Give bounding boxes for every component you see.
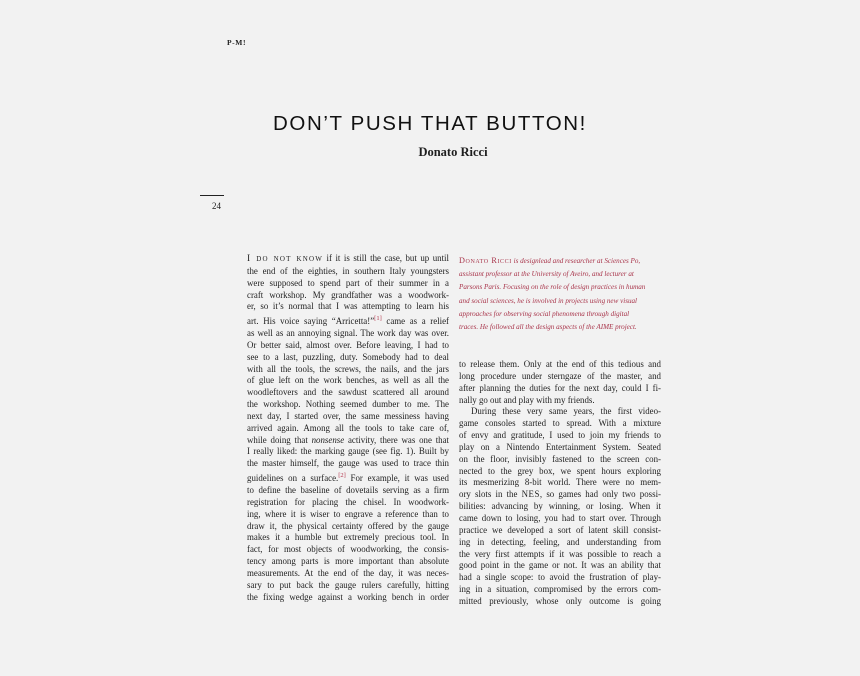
body-line: I really liked: the marking gauge (see fig. 1). Built by [247,446,449,457]
author-bio [459,254,669,334]
body-line: the end of the eighties, in southern Italy youngsters [247,265,449,276]
body-line: nected to the grey box, we spent hours exploring [459,465,661,476]
body-line: as well as an annoying signal. The work day was over. [247,328,449,339]
page-number: 24 [212,201,221,211]
body-line: arrived again. Among all the tools to take care of, [247,422,449,433]
body-line: woodleftovers and the sawdust scattered all around [247,387,449,398]
body-line: draw it, the physical certainty offered by the gauge [247,520,449,531]
body-line: long procedure under sterngaze of the master, and [459,370,661,381]
body-line: measurements. At the end of the day, it was neces- [247,567,449,578]
body-line: ing in detecting, feeling, and understanding from [459,536,661,547]
body-line: had a single scope: to avoid the frustration of play- [459,572,661,583]
page-number-rule [200,195,224,196]
bio-line: Donato Ricci is designlead and researcher at Sciences Po, [459,256,641,265]
body-line: registration for placing the chisel. In woodwork- [247,496,449,507]
body-line: on the floor, invisibly fastened to the screen con- [459,453,661,464]
body-line: art. His voice saying “Arricetta!”[1] came as a relief [247,315,450,327]
body-line: to release them. Only at the end of this tedious and [459,359,661,369]
body-line: tency among parts is more important than absolute [247,556,449,567]
body-line: of glue left on the work benches, as well as all the [247,375,449,386]
author-name: Donato Ricci [418,145,488,159]
running-head: P-M! [227,38,247,47]
lead-in: I do not know [247,254,324,264]
body-line: Or better said, almost over. Before leaving, I had to [247,339,449,350]
body-line: see to a last, puzzling, duty. Somebody had to deal [247,351,449,362]
body-line: guidelines on a surface.[2] For example, it was used [247,472,449,484]
body-line: the fixing wedge against a working bench in order [247,591,449,602]
bio-line: assistant professor at the University of Aveiro, and lecturer at [459,270,634,279]
body-line: after planning the duties for the next day, could I fi- [459,382,661,393]
bio-author-name: Donato Ricci [459,256,512,265]
body-line: good point in the game or not. It was an ability that [459,560,661,571]
body-line: During these very same years, the first video- [471,406,661,417]
body-line: the master himself, the gauge was used to trace thin [247,458,449,469]
body-column-left [247,253,449,603]
body-line: mitted previously, whose only outcome is going [459,595,661,606]
footnote-ref-2[interactable]: [2] [338,472,346,480]
bio-line: and social sciences, he is involved in projects using new visual [459,296,638,305]
bio-line: approaches for observing social phenomena through digital [459,309,630,318]
body-line: with all the tools, the screws, the nails, and the jars [247,363,449,374]
body-line: while doing that nonsense activity, there was one that [247,434,450,445]
body-line: makes it a humble but extremely precious tool. In [247,532,449,543]
body-line: were supposed to spend part of their summer in a [247,277,449,288]
body-line: play on a Nintendo Entertainment System. Seated [459,441,661,452]
body-line: nally go out and play with my friends. [459,394,595,405]
body-line: ing in a situation, compromised by the errors com- [459,584,661,595]
body-line: sary to put back the gauge rulers carefully, hitting [247,579,449,590]
body-line: er, so it’s normal that I was attempting to learn his [247,301,449,312]
acronym: NES [521,489,540,500]
article-title: DON’T PUSH THAT BUTTON! [273,112,587,135]
body-line: fact, for most objects of woodworking, the consis- [247,544,449,555]
body-line: game consoles started to spread. With a mixture [459,418,661,429]
body-line: I do not know if it is still the case, but up until [247,253,449,264]
bio-line: traces. He followed all the design aspects of the AIME project. [459,323,637,332]
body-line: to define the baseline of dovetails serving as a firm [247,484,449,495]
body-column-right [459,359,661,608]
body-line: ing, where it is wiser to engrave a reference than to [247,508,449,519]
body-line: craft workshop. My grandfather was a woodwork- [247,289,449,300]
footnote-ref-1[interactable]: [1] [374,315,382,323]
bio-line: Parsons Paris. Focusing on the role of design practices in human [459,283,646,292]
body-line: of envy and gratitude, I used to join my friends to [459,430,661,441]
body-line: bilities: advancing by winning, or losing. When it [459,501,661,512]
body-line: the very first attempts if it was possible to reach a [459,548,661,559]
body-line: its mesmerizing 8-bit world. There were no mem- [459,477,661,488]
body-line: ory slots in the NES, so games had only two possi- [459,489,661,500]
body-line: practice we developed a sort of latent skill consist- [459,524,661,535]
body-line: the workshop. Nothing seemed dumber to me. The [247,399,449,410]
emphasis: nonsense [311,434,345,445]
body-line: came down to losing, you had to start over. Through [459,512,661,523]
body-line: next day, I started over, the same messiness having [247,410,449,421]
